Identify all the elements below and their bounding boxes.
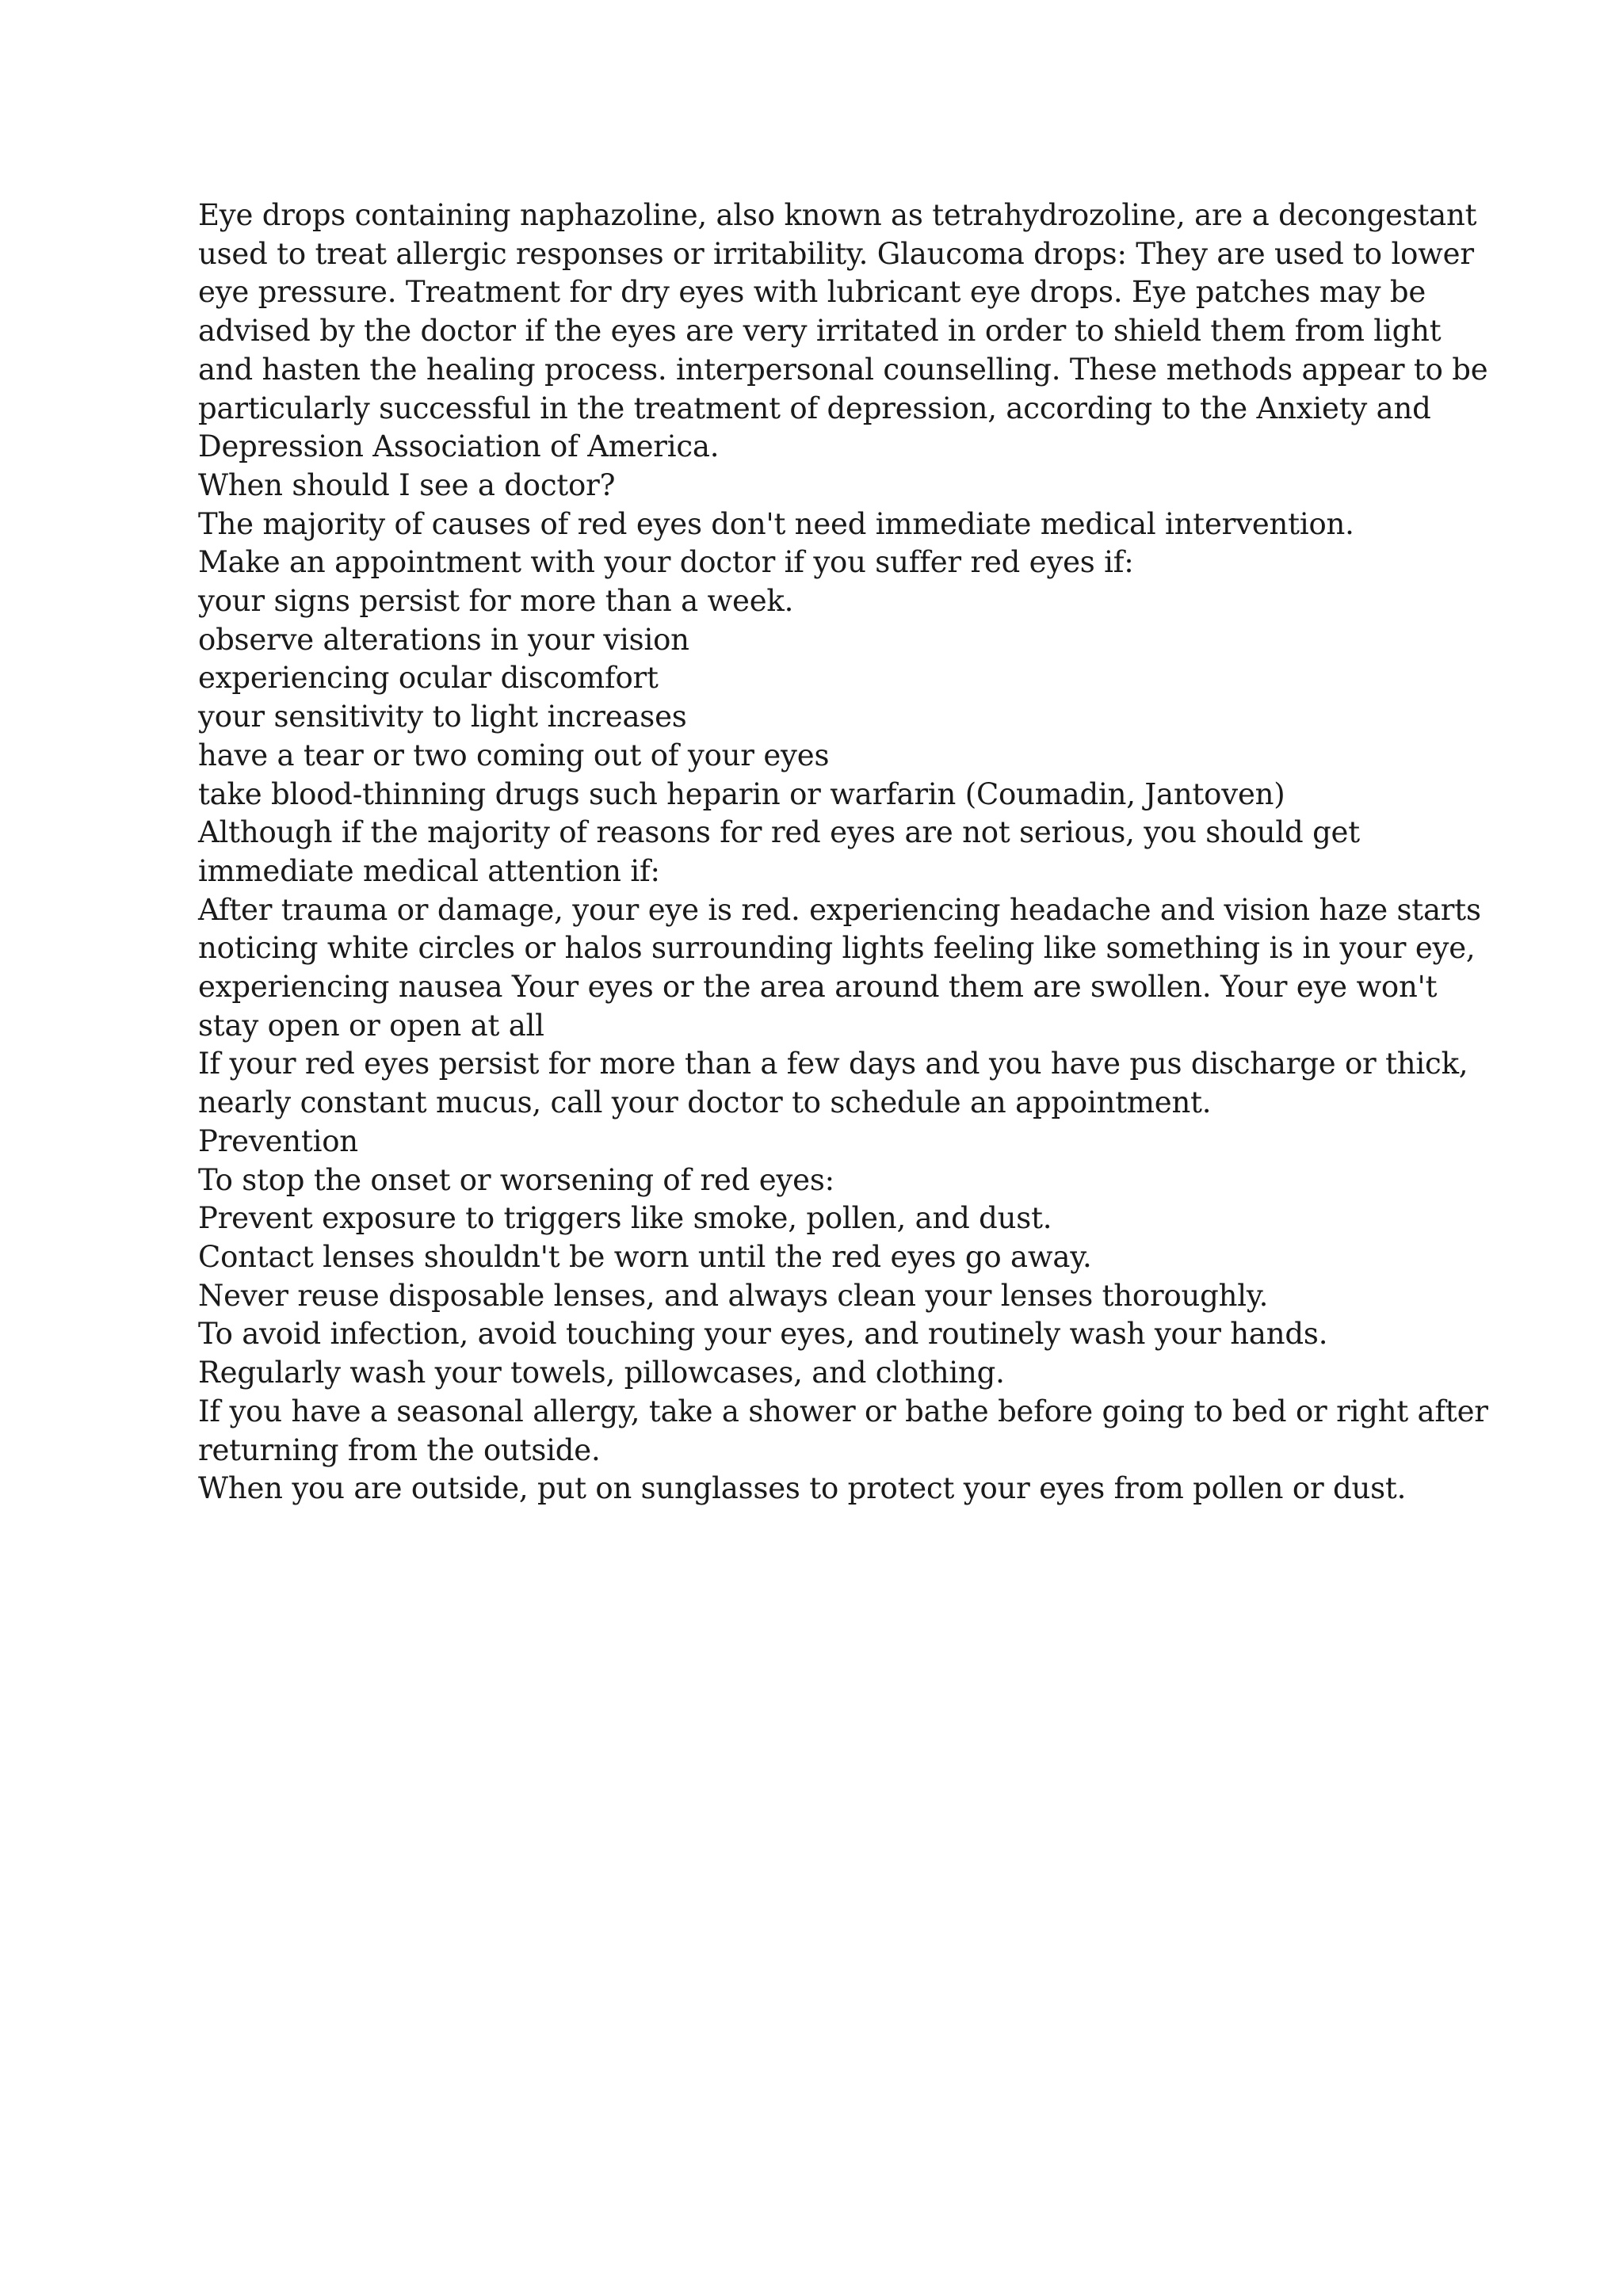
paragraph-eye-drops: Eye drops containing naphazoline, also known as tetrahydrozoline, are a decongestant used to treat allergic responses or irritability. Glaucoma drops: They are used to lower eye pressure. Treatment for dry eyes with lubricant eye drops. Eye patches may be advised by the doctor if the eyes are very irritated in order to shield them from light and hasten the healing process. interpersonal counselling. These methods appear to be particularly successful in the treatment of depression, according to the Anxiety and Depression Association of America.: [198, 198, 1488, 464]
list-item: have a tear or two coming out of your eyes: [198, 738, 830, 772]
list-item: To avoid infection, avoid touching your eyes, and routinely wash your hands.: [198, 1317, 1328, 1352]
list-item: When you are outside, put on sunglasses to protect your eyes from pollen or dust.: [198, 1471, 1407, 1506]
list-item: Contact lenses shouldn't be worn until the red eyes go away.: [198, 1239, 1092, 1274]
list-item: If you have a seasonal allergy, take a shower or bathe before going to bed or right after returning from the outside.: [198, 1394, 1488, 1467]
list-item: Regularly wash your towels, pillowcases, and clothing.: [198, 1356, 1005, 1390]
list-item: take blood-thinning drugs such heparin or warfarin (Coumadin, Jantoven): [198, 776, 1285, 811]
document-body: [198, 196, 1498, 1508]
list-item: experiencing ocular discomfort: [198, 661, 659, 696]
list-item: Prevent exposure to triggers like smoke, pollen, and dust.: [198, 1201, 1052, 1236]
list-item: observe alterations in your vision: [198, 622, 689, 657]
paragraph-immediate-attention: Although if the majority of reasons for red eyes are not serious, you should get immediate medical attention if:: [198, 815, 1360, 888]
paragraph-persist-pus: If your red eyes persist for more than a few days and you have pus discharge or thick, nearly constant mucus, call your doctor to schedule an appointment.: [198, 1047, 1468, 1120]
list-item: your signs persist for more than a week.: [198, 584, 794, 619]
list-item: Never reuse disposable lenses, and always clean your lenses thoroughly.: [198, 1278, 1269, 1313]
list-item: your sensitivity to light increases: [198, 700, 687, 734]
paragraph-make-appointment: Make an appointment with your doctor if you suffer red eyes if:: [198, 545, 1134, 580]
paragraph-trauma-symptoms: After trauma or damage, your eye is red. experiencing headache and vision haze starts noticing white circles or halos surrounding lights feeling like something is in your eye, experiencing nausea Your eyes or the area around them are swollen. Your eye won't stay open or open at all: [198, 892, 1481, 1043]
paragraph-stop-onset: To stop the onset or worsening of red eyes:: [198, 1162, 834, 1197]
paragraph-majority-causes: The majority of causes of red eyes don't need immediate medical intervention.: [198, 506, 1354, 541]
heading-prevention: Prevention: [198, 1123, 358, 1158]
heading-when-see-doctor: When should I see a doctor?: [198, 467, 616, 502]
